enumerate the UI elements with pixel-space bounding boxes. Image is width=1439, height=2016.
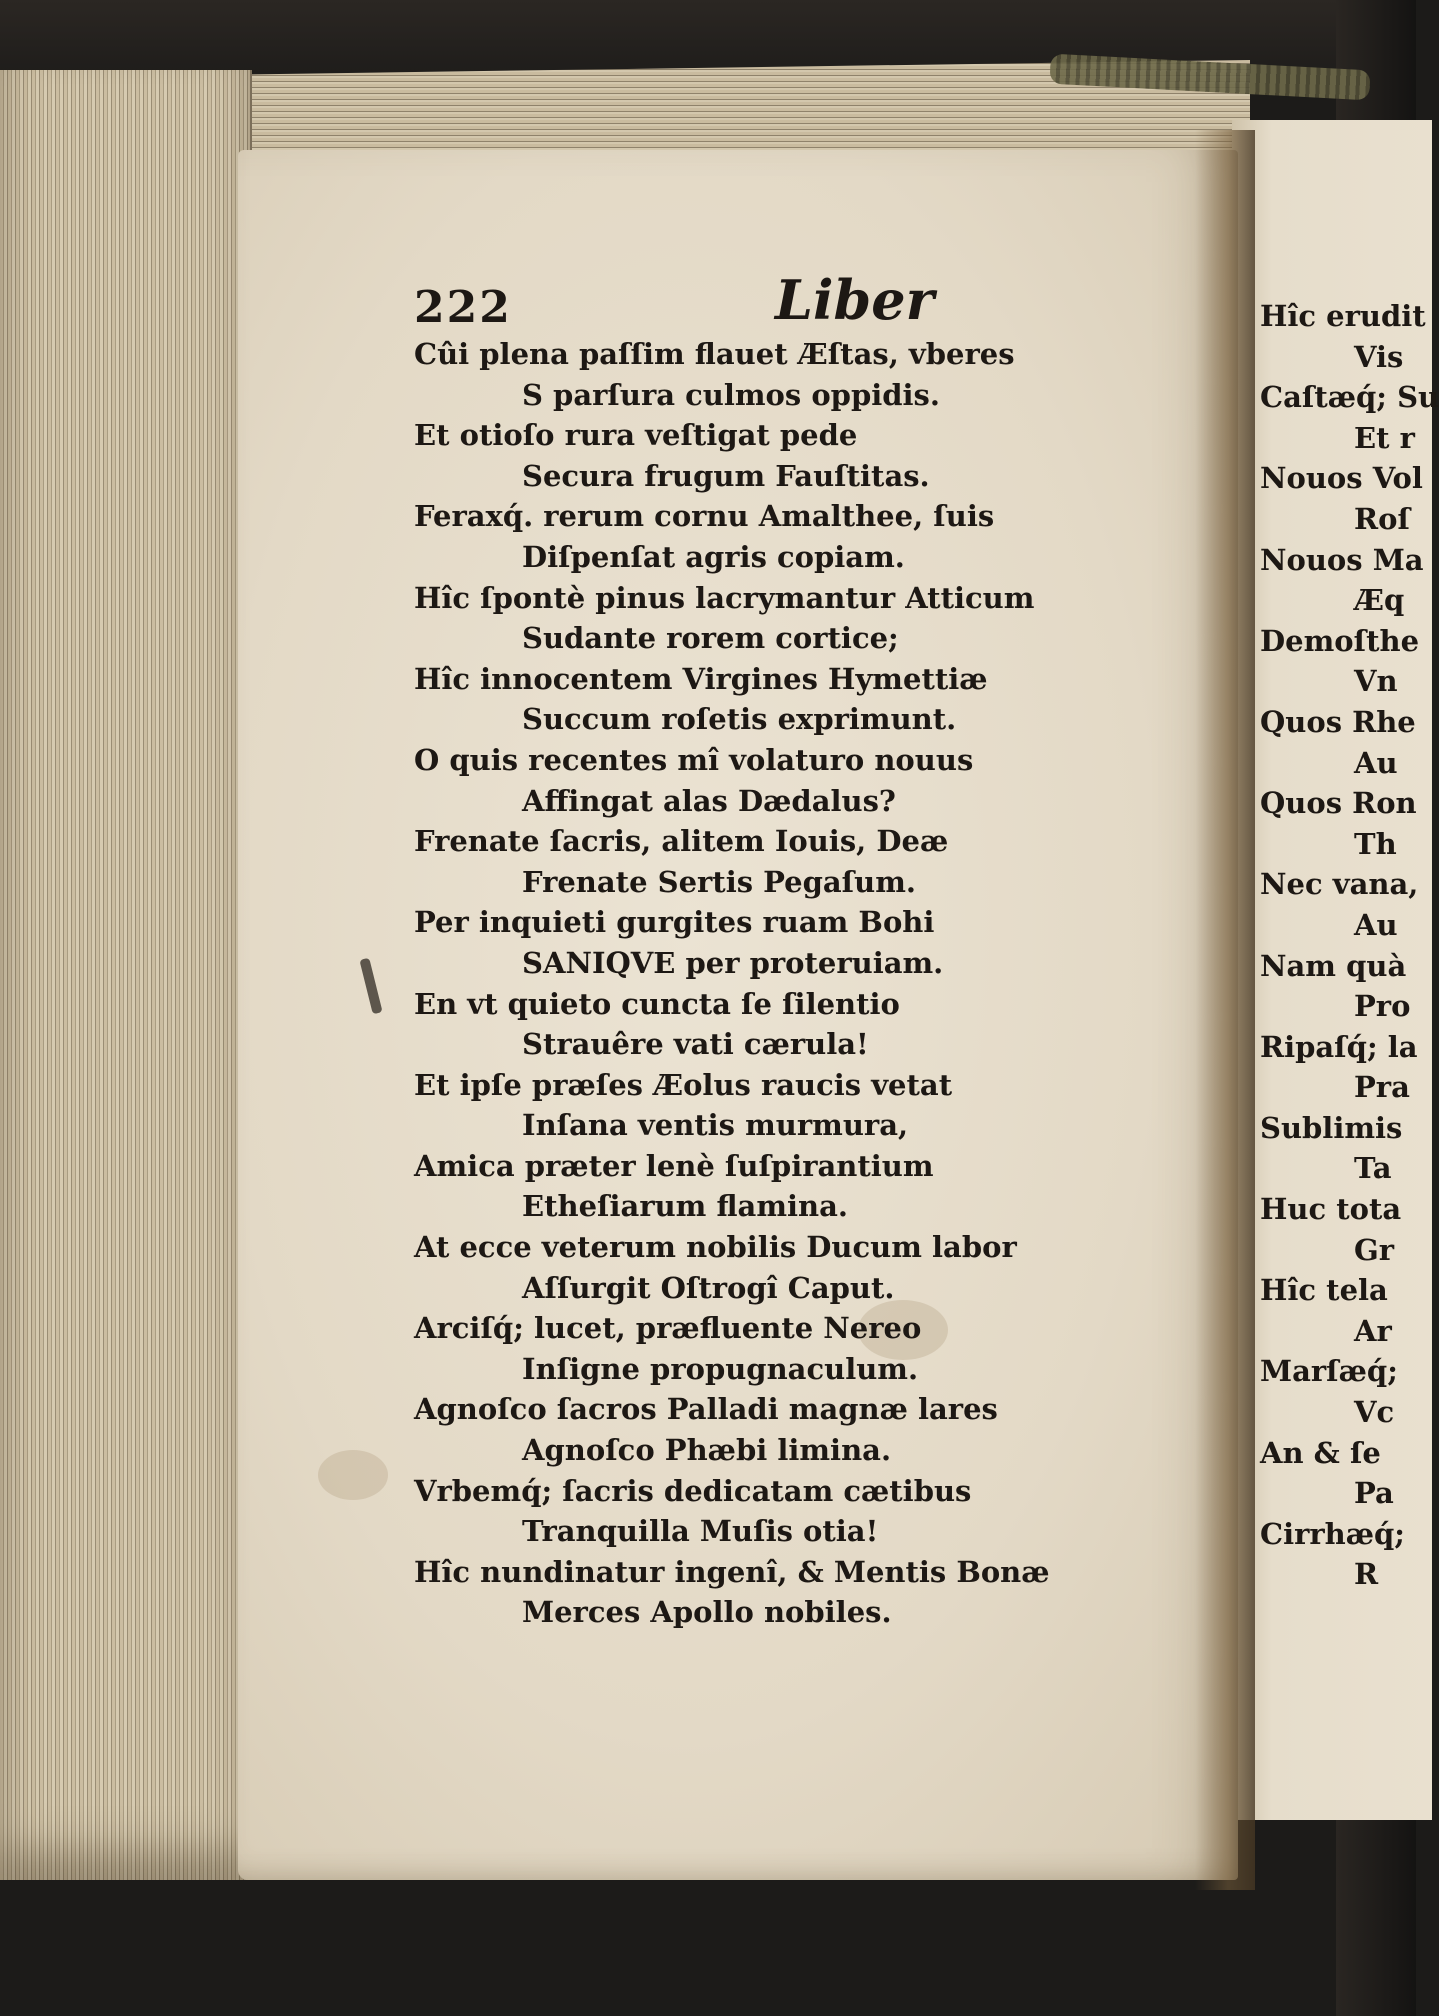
verse-line: Per inquieti gurgites ruam Bohi bbox=[414, 905, 935, 940]
right-page-line: Et r bbox=[1354, 420, 1415, 455]
verse-line: Strauêre vati cærula! bbox=[522, 1027, 869, 1062]
right-page-line: Pa bbox=[1354, 1476, 1394, 1511]
right-page-line: Vc bbox=[1354, 1395, 1395, 1430]
right-page-line: Huc tota bbox=[1260, 1192, 1402, 1227]
page-edges-left bbox=[0, 70, 252, 1880]
verse-line: En vt quieto cuncta ſe ſilentio bbox=[414, 986, 900, 1021]
verse-line: Sudante rorem cortice; bbox=[522, 621, 899, 656]
verse-line: Vrbemq́; ſacris dedicatam cætibus bbox=[414, 1473, 972, 1508]
right-page-line: Gr bbox=[1354, 1232, 1395, 1267]
right-page-line: Vn bbox=[1354, 664, 1398, 699]
right-page-text bbox=[1260, 296, 1439, 1595]
verse-line: Hîc ſpontè pinus lacrymantur Atticum bbox=[414, 580, 1035, 615]
right-page-line: Marſæq́; bbox=[1260, 1354, 1398, 1389]
verse-line: Hîc innocentem Virgines Hymettiæ bbox=[414, 661, 988, 696]
right-page-line: Quos Ron bbox=[1260, 786, 1417, 821]
verse-line: Et otioſo rura veſtigat pede bbox=[414, 418, 858, 453]
verse-line: Arciſq́; lucet, præfluente Nereo bbox=[414, 1311, 922, 1346]
right-page-line: Au bbox=[1354, 745, 1398, 780]
verse-line: Tranquilla Muſis otia! bbox=[522, 1514, 879, 1549]
verse-line: Frenate ſacris, alitem Iouis, Deæ bbox=[414, 824, 949, 859]
right-page-line: Nouos Vol bbox=[1260, 461, 1423, 496]
right-page-line: Quos Rhe bbox=[1260, 704, 1416, 739]
verse-line: Amica præter lenè ſuſpirantium bbox=[414, 1148, 934, 1183]
verse-line: Cûi plena paſſim flauet Æſtas, vberes bbox=[414, 337, 1015, 371]
poem-text bbox=[414, 334, 1214, 1633]
verse-line: Affingat alas Dædalus? bbox=[522, 783, 896, 818]
right-page-line: Th bbox=[1354, 826, 1397, 861]
verse-line: Frenate Sertis Pegaſum. bbox=[522, 864, 917, 899]
verse-line: Aſſurgit Oſtrogî Caput. bbox=[522, 1270, 895, 1305]
right-page-line: Æq bbox=[1354, 583, 1405, 618]
right-page-line: Nec vana, bbox=[1260, 867, 1419, 902]
right-page-line: Roſ bbox=[1354, 501, 1410, 536]
right-page-line: Vis bbox=[1354, 339, 1404, 374]
verse-line: Succum roſetis exprimunt. bbox=[522, 702, 957, 737]
right-page-line: Ta bbox=[1354, 1151, 1392, 1186]
right-page-line: Nam quà bbox=[1260, 948, 1407, 983]
right-page-line: Hîc erudit bbox=[1260, 299, 1426, 333]
verse-line: At ecce veterum nobilis Ducum labor bbox=[414, 1230, 1017, 1265]
verse-line: Inſana ventis murmura, bbox=[522, 1108, 909, 1143]
right-page-line: Nouos Ma bbox=[1260, 542, 1424, 577]
running-head: Liber bbox=[775, 268, 935, 332]
right-page-line: Demoſthe bbox=[1260, 623, 1420, 658]
verse-line: Feraxq́. rerum cornu Amalthee, ſuis bbox=[414, 499, 995, 534]
right-page-line: R bbox=[1354, 1557, 1379, 1592]
right-page-line: Pro bbox=[1354, 989, 1411, 1024]
right-page-line: Pra bbox=[1354, 1070, 1410, 1105]
right-page-line: An & ſe bbox=[1260, 1435, 1381, 1470]
verse-line: O quis recentes mî volaturo nouus bbox=[414, 742, 974, 777]
right-page-line: Ar bbox=[1354, 1313, 1392, 1348]
right-page-line: Hîc tela bbox=[1260, 1273, 1388, 1308]
right-page-line: Cirrhæq́; bbox=[1260, 1516, 1405, 1551]
verse-line: Hîc nundinatur ingenî, & Mentis Bonæ bbox=[414, 1554, 1050, 1589]
right-page-line: Caſtæq́; Su bbox=[1260, 380, 1439, 415]
right-page-line: Au bbox=[1354, 907, 1398, 942]
verse-line: SANIQVE per proteruiam. bbox=[522, 945, 944, 980]
page-number: 222 bbox=[414, 282, 512, 333]
verse-line: Inſigne propugnaculum. bbox=[522, 1351, 919, 1386]
verse-line: Secura frugum Fauſtitas. bbox=[522, 458, 930, 493]
verse-line: S parſura culmos oppidis. bbox=[522, 377, 940, 412]
right-page-line: Ripaſq́; la bbox=[1260, 1029, 1418, 1064]
verse-line: Agnoſco Phæbi limina. bbox=[522, 1433, 892, 1468]
verse-line: Merces Apollo nobiles. bbox=[522, 1595, 892, 1630]
right-page-line: Sublimis bbox=[1260, 1110, 1403, 1145]
verse-line: Agnoſco ſacros Palladi magnæ lares bbox=[414, 1392, 998, 1427]
verse-line: Diſpenſat agris copiam. bbox=[522, 539, 905, 574]
verse-line: Et ipſe præſes Æolus raucis vetat bbox=[414, 1067, 953, 1102]
verse-line: Etheſiarum flamina. bbox=[522, 1189, 849, 1224]
foxing-spot bbox=[318, 1450, 388, 1500]
